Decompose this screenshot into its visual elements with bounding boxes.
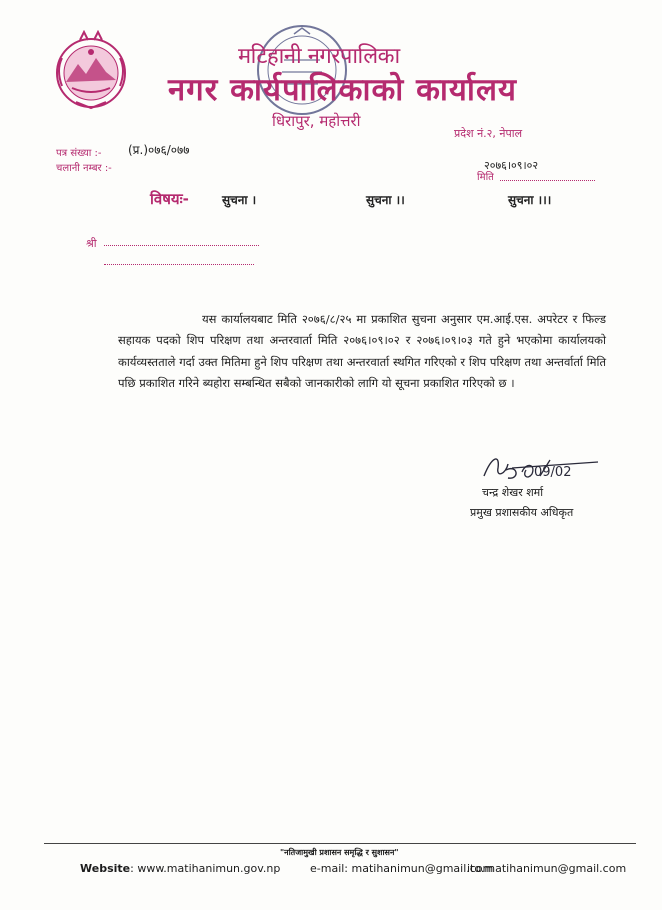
website-url[interactable]: : www.matihanimun.gov.np [130, 862, 281, 875]
footer-divider [44, 843, 636, 844]
recipient-line [104, 245, 259, 246]
footer-email[interactable]: e-mail: matihanimun@gmail.com [310, 862, 494, 875]
recipient-label: श्री [86, 237, 97, 250]
date-label: मिति [477, 172, 494, 183]
footer-slogan: "नतिजामुखी प्रशासन समृद्धि र सुशासन" [280, 848, 399, 857]
footer-website [80, 862, 280, 875]
signatory-name: चन्द्र शेखर शर्मा [482, 486, 544, 499]
signatory-title: प्रमुख प्रशासकीय अधिकृत [470, 506, 574, 519]
office-title: नगर कार्यपालिकाको कार्यालय [168, 72, 517, 108]
ref-number: (प्र.)०७६/०७७ [128, 143, 190, 157]
subject-item: सुचना । [222, 193, 257, 207]
province-label: प्रदेश नं.२, नेपाल [454, 127, 523, 140]
footer-email-alt[interactable]: ito.matihanimun@gmail.com [467, 862, 627, 875]
recipient-line [104, 264, 254, 265]
date-underline [500, 180, 595, 181]
ref-label: पत्र संख्या :- [56, 148, 102, 159]
subject-item: सुचना ।। [366, 193, 405, 207]
notice-body: यस कार्यालयबाट मिति २०७६/८/२५ मा प्रकाशित सुचना अनुसार एम.आई.एस. अपरेटर र फिल्ड सहायक पदको शिप परिक्षण तथा अन्तरवार्ता मिति २०७६।०९।०२ र २०७६।०९।०३ गते हुने भएकोमा कार्यालयको कार्यव्यस्तताले गर्दा उक्त मितिमा हुने शिप परिक्षण तथा अन्तरवार्ता स्थगित गरिएको र शिप परिक्षण तथा अन्तर्वार्ता मिति पछि प्रकाशित गरिने ब्यहोरा सम्बन्धित सबैको जानकारीको लागि यो सूचना प्रकाशित गरिएको छ । [118, 312, 606, 391]
subject-item: सुचना ।।। [508, 193, 552, 207]
signature-icon [478, 450, 608, 486]
nepal-emblem-icon [50, 30, 132, 112]
municipality-name: मटिहानी नगरपालिका [238, 44, 400, 69]
subject-label: विषयः- [150, 190, 189, 208]
website-label: Website [80, 862, 131, 875]
signature-date: 09/02 [534, 465, 572, 480]
letter-date: २०७६।०९।०२ [484, 159, 539, 172]
office-location: धिरापुर, महोत्तरी [272, 112, 361, 130]
dispatch-label: चलानी नम्बर :- [56, 163, 112, 174]
